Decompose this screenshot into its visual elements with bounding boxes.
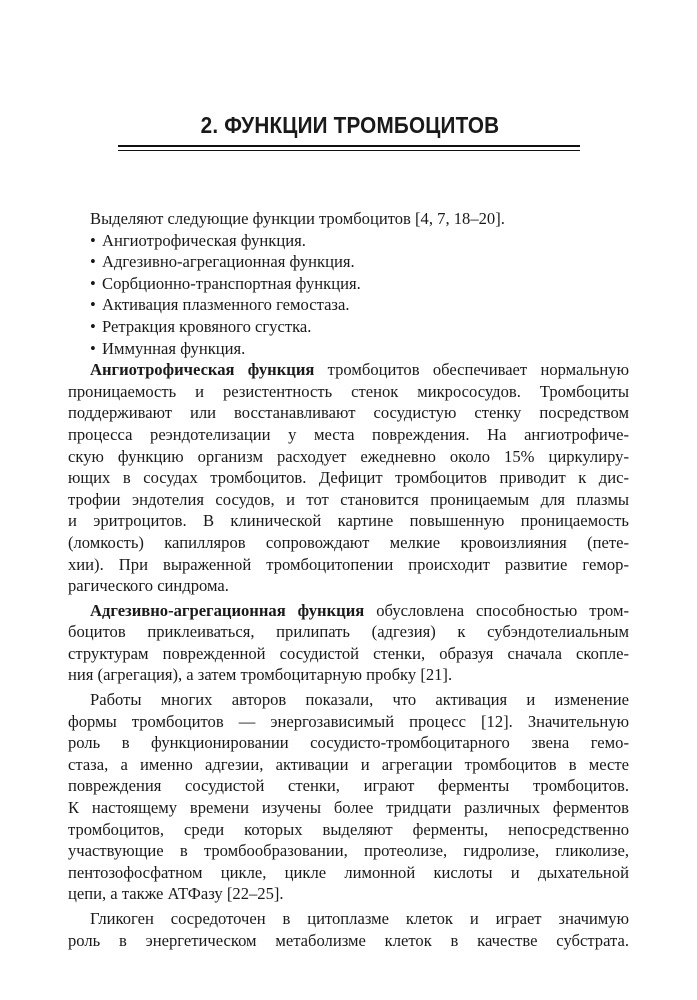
paragraph-line: ющих в сосудах тромбоцитов. Дефицит тромбоцитов приводит к дис-	[68, 468, 629, 488]
list-item-text: Активация плазменного гемостаза.	[102, 295, 350, 315]
paragraph-line: роль в энергетическом метаболизме клеток в качестве субстрата.	[68, 930, 629, 950]
intro-line: Выделяют следующие функции тромбоцитов [4, 7, 18–20].	[90, 209, 505, 228]
paragraph-first-line	[68, 600, 629, 622]
paragraph-term: Адгезивно-агрегационная функция	[90, 600, 365, 620]
chapter-title: 2. ФУНКЦИИ ТРОМБОЦИТОВ	[200, 112, 500, 138]
list-item-text: Адгезивно-агрегационная функция.	[102, 252, 355, 272]
body-text	[68, 208, 629, 951]
paragraph-glycogen	[68, 908, 629, 951]
list-item-text: Иммунная функция.	[102, 338, 246, 358]
paragraph-last-line: ния (агрегация), а затем тромбоцитарную пробку [21].	[68, 665, 453, 685]
title-rule-thick	[118, 145, 580, 147]
paragraph-enzymes	[68, 689, 629, 905]
paragraph-line: К настоящему времени изучены более тридцати различных ферментов	[68, 798, 629, 818]
paragraph-line: поддерживают или восстанавливают сосудистую стенку посредством	[68, 403, 629, 423]
paragraph-last-line: рагического синдрома.	[68, 576, 229, 596]
paragraph-line: пентозофосфатном цикле, цикле лимонной кислоты и дыхательной	[68, 862, 629, 882]
paragraph-first-line	[68, 359, 629, 381]
bullet-marker: •	[90, 273, 96, 293]
list-item	[68, 316, 629, 338]
paragraph-adhesive	[68, 600, 629, 686]
paragraph-line: и эритроцитов. В клинической картине повышенную проницаемость	[68, 511, 629, 531]
bullet-marker: •	[90, 295, 96, 315]
list-item-text: Ретракция кровяного сгустка.	[102, 316, 312, 336]
list-item	[68, 294, 629, 316]
paragraph-last-line: цепи, а также АТФазу [22–25].	[68, 884, 284, 904]
list-item	[68, 230, 629, 252]
paragraph-line: формы тромбоцитов — энергозависимый процесс [12]. Значительную	[68, 711, 629, 731]
list-item	[68, 338, 629, 360]
list-item-text: Сорбционно-транспортная функция.	[102, 273, 361, 293]
list-item	[68, 273, 629, 295]
bullet-marker: •	[90, 252, 96, 272]
paragraph-line: трофии эндотелия сосудов, и тот становится проницаемым для плазмы	[68, 489, 629, 509]
paragraph-angiotrophic	[68, 359, 629, 597]
paragraph-line-text: обусловлена способностью тром-	[364, 600, 629, 620]
paragraph-line: тромбоцитов, среди которых выделяют ферменты, непосредственно	[68, 819, 629, 839]
paragraph-line: повреждения сосудистой стенки, играют ферменты тромбоцитов.	[68, 776, 629, 796]
paragraph-line: (ломкость) капилляров сопровождают мелкие кровоизлияния (пете-	[68, 532, 629, 552]
list-item-text: Ангиотрофическая функция.	[102, 230, 306, 250]
paragraph-line: скую функцию организм расходует ежедневно около 15% циркулиру-	[68, 446, 629, 466]
paragraph-line: хии). При выраженной тромбоцитопении происходит развитие гемор-	[68, 554, 629, 574]
bullet-marker: •	[90, 230, 96, 250]
paragraph-first-line: Гликоген сосредоточен в цитоплазме клеток и играет значимую	[90, 909, 629, 928]
bullet-marker: •	[90, 316, 96, 336]
paragraph-line: процесса реэндотелизации у места повреждения. На ангиотрофиче-	[68, 424, 629, 444]
list-item	[68, 251, 629, 273]
paragraph-line: боцитов приклеиваться, прилипать (адгезия) к субэндотелиальным	[68, 622, 629, 642]
paragraph-line: структурам поврежденной сосудистой стенки, образуя сначала скопле-	[68, 643, 629, 663]
paragraph-line-text: тромбоцитов обеспечивает нормальную	[314, 360, 629, 380]
paragraph-first-line: Работы многих авторов показали, что активация и изменение	[90, 690, 629, 710]
paragraph-line: роль в функционировании сосудисто-тромбоцитарного звена гемо-	[68, 733, 629, 753]
title-rule-thin	[118, 150, 580, 151]
bullet-marker: •	[90, 338, 96, 358]
paragraph-line: участвующие в тромбообразовании, протеолизе, гидролизе, гликолизе,	[68, 841, 629, 861]
paragraph-line: проницаемость и резистентность стенок микрососудов. Тромбоциты	[68, 381, 629, 401]
paragraph-line: стаза, а именно адгезии, активации и агрегации тромбоцитов в месте	[68, 754, 629, 774]
paragraph-term: Ангиотрофическая функция	[90, 360, 315, 380]
functions-list	[68, 230, 629, 360]
